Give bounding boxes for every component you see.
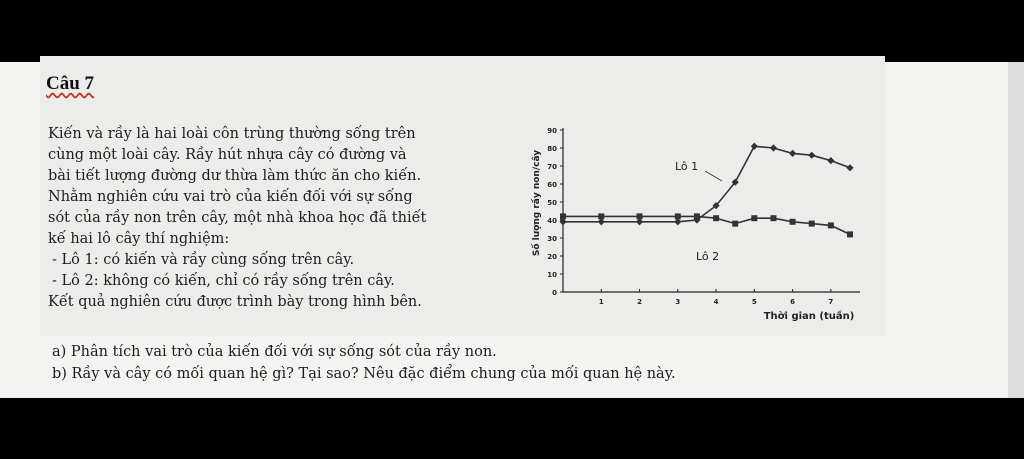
text-line: Nhằm nghiên cứu vai trò của kiến đối với sự sống	[48, 189, 413, 205]
y-tick-label: 10	[547, 271, 557, 279]
question-text	[48, 124, 498, 313]
y-tick-label: 60	[547, 181, 557, 189]
question-b: b) Rầy và cây có mối quan hệ gì? Tại sao? Nêu đặc điểm chung của mối quan hệ này.	[52, 366, 676, 382]
x-tick-label: 4	[713, 298, 719, 306]
data-point-lot-2	[847, 231, 853, 237]
data-point-lot-2	[637, 213, 643, 219]
data-point-lot-2	[751, 215, 757, 221]
y-tick-label: 20	[547, 253, 557, 261]
x-tick-label: 2	[637, 298, 642, 306]
data-point-lot-2	[598, 213, 604, 219]
data-point-lot-1	[789, 150, 796, 157]
y-tick-label: 50	[547, 199, 557, 207]
x-tick-label: 5	[751, 298, 757, 306]
data-point-lot-2	[809, 221, 815, 227]
y-tick-label: 70	[547, 163, 557, 171]
data-point-lot-2	[790, 219, 796, 225]
series-line-1	[563, 146, 850, 222]
data-point-lot-1	[846, 164, 853, 171]
data-point-lot-2	[828, 222, 834, 228]
line-chart	[505, 118, 875, 323]
chart-series	[559, 143, 853, 238]
x-tick-label: 7	[828, 298, 834, 306]
x-tick-label: 6	[790, 298, 796, 306]
series-line-2	[563, 216, 850, 234]
data-point-lot-1	[770, 144, 777, 151]
page-edge	[1008, 62, 1024, 398]
data-point-lot-2	[694, 213, 700, 219]
y-tick-label: 90	[547, 127, 557, 135]
question-title: Câu 7	[46, 73, 95, 94]
data-point-lot-1	[808, 152, 815, 159]
data-point-lot-1	[751, 143, 758, 150]
y-axis-label: Số lượng rầy non/cây	[532, 149, 542, 257]
x-tick-label: 1	[598, 298, 604, 306]
series-label-lot-2: Lô 2	[696, 250, 720, 263]
list-item-lot-2: - Lô 2: không có kiến, chỉ có rầy sống trên cây.	[52, 273, 395, 289]
text-line: kế hai lô cây thí nghiệm:	[48, 231, 230, 247]
data-point-lot-2	[675, 213, 681, 219]
data-point-lot-2	[713, 215, 719, 221]
text-line: bài tiết lượng đường dư thừa làm thức ăn cho kiến.	[48, 168, 422, 184]
y-axis-ticks	[547, 127, 563, 297]
data-point-lot-2	[560, 213, 566, 219]
text-line: Kết quả nghiên cứu được trình bày trong hình bên.	[48, 294, 422, 310]
text-line: Kiến và rầy là hai loài côn trùng thường sống trên	[48, 126, 416, 142]
y-tick-label: 80	[547, 145, 557, 153]
x-tick-label: 3	[675, 298, 681, 306]
y-tick-label: 0	[552, 289, 557, 297]
data-point-lot-2	[770, 215, 776, 221]
data-point-lot-1	[827, 157, 834, 164]
series-label-lot-1: Lô 1	[675, 160, 699, 173]
series-label-leader	[705, 171, 722, 181]
x-axis-label: Thời gian (tuần)	[763, 311, 855, 322]
text-line: cùng một loài cây. Rầy hút nhựa cây có đường và	[48, 147, 407, 163]
y-tick-label: 40	[547, 217, 557, 225]
list-item-lot-1: - Lô 1: có kiến và rầy cùng sống trên cây.	[52, 252, 355, 268]
question-a: a) Phân tích vai trò của kiến đối với sự sống sót của rầy non.	[52, 344, 497, 360]
y-tick-label: 30	[547, 235, 557, 243]
text-line: sót của rầy non trên cây, một nhà khoa học đã thiết	[48, 210, 427, 226]
data-point-lot-2	[732, 221, 738, 227]
